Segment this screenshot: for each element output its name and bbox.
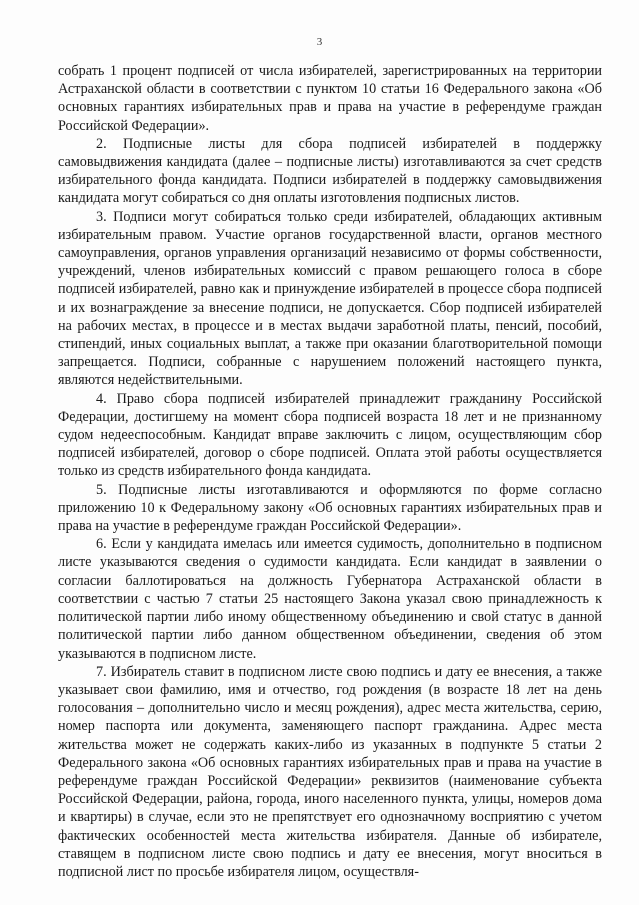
paragraph-item-7: 7. Избиратель ставит в подписном листе свою подпись и дату ее внесения, а также указывает свои фамилию, имя и отчество, год рождения (в возрасте 18 лет на день голосования – дополнительно число и месяц рождения), адрес места жительства, серию, номер паспорта или документа, заменяющего паспорт гражданина. Адрес места жительства может не содержать каких-либо из указанных в подпункте 5 статьи 2 Федерального закона «Об основных гарантиях избирательных прав и права на участие в референдуме граждан Российской Федерации» реквизитов (наименование субъекта Российской Федерации, района, города, иного населенного пункта, улицы, номеров дома и квартиры) в случае, если это не препятствует его однозначному восприятию с учетом фактических особенностей места жительства избирателя. Данные об избирателе, ставящем в подписном листе свою подпись и дату ее внесения, могут вноситься в подписной лист по просьбе избирателя лицом, осуществля- xyxy=(58,663,602,880)
paragraph-item-2: 2. Подписные листы для сбора подписей избирателей в поддержку самовыдвижения кандидата (далее – подписные листы) изготавливаются за счет средств избирательного фонда кандидата. Подписи избирателей в поддержку самовыдвижения кандидата могут собираться со дня оплаты изготовления подписных листов. xyxy=(58,135,602,207)
paragraph-item-4: 4. Право сбора подписей избирателей принадлежит гражданину Российской Федерации, достигшему на момент сбора подписей возраста 18 лет и не признанному судом недееспособным. Кандидат вправе заключить с лицом, осуществляющим сбор подписей избирателей, договор о сборе подписей. Оплата этой работы осуществляется только из средств избирательного фонда кандидата. xyxy=(58,390,602,480)
paragraph-continuation: собрать 1 процент подписей от числа избирателей, зарегистрированных на территории Астраханской области в соответствии с пунктом 10 статьи 16 Федерального закона «Об основных гарантиях избирательных прав и права на участие в референдуме граждан Российской Федерации». xyxy=(58,63,602,134)
paragraph-item-3: 3. Подписи могут собираться только среди избирателей, обладающих активным избирательным правом. Участие органов государственной власти, органов местного самоуправления, органов управления организаций независимо от формы собственности, учреждений, членов избирательных комиссий с правом решающего голоса в сборе подписей избирателей, равно как и принуждение избирателей в процессе сбора подписей и их вознаграждение за внесение подписи, не допускается. Сбор подписей избирателей на рабочих местах, в процессе и в местах выдачи заработной платы, пенсий, пособий, стипендий, иных социальных выплат, а также при оказании благотворительной помощи запрещается. Подписи, собранные с нарушением положений настоящего пункта, являются недействительными. xyxy=(58,208,602,389)
document-body xyxy=(58,62,602,881)
page-number: 3 xyxy=(316,36,323,48)
paragraph-item-6: 6. Если у кандидата имелась или имеется судимость, дополнительно в подписном листе указываются сведения о судимости кандидата. Если кандидат в заявлении о согласии баллотироваться на должность Губернатора Астраханской области в соответствии с частью 7 статьи 25 настоящего Закона указал свою принадлежность к политической партии либо иному общественному объединению и свой статус в данной политической партии либо данном общественном объединении, сведения об этом указываются в подписном листе. xyxy=(58,536,602,662)
paragraph-item-5: 5. Подписные листы изготавливаются и оформляются по форме согласно приложению 10 к Федеральному закону «Об основных гарантиях избирательных прав и права на участие в референдуме граждан Российской Федерации». xyxy=(58,481,602,535)
